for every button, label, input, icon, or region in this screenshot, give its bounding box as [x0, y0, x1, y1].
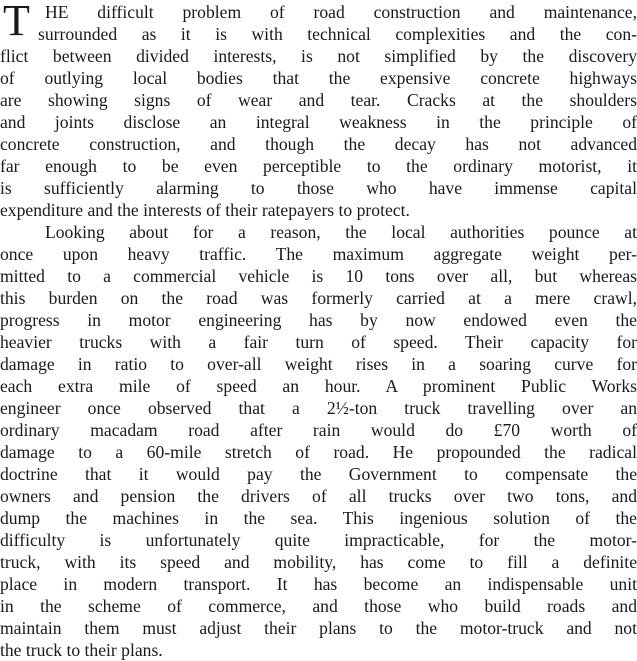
paragraph-1-line-1: HE difficult problem of road construction and maintenance,	[45, 2, 637, 22]
paragraph-2-line-2: once upon heavy traffic. The maximum aggregate weight per-	[0, 244, 637, 264]
drop-cap: T	[3, 0, 30, 45]
paragraph-1-line-8: far enough to be even perceptible to the ordinary motorist, it	[0, 156, 637, 176]
paragraph-1-line-4: of outlying local bodies that the expensive concrete highways	[0, 68, 637, 88]
paragraph-1-line-7: concrete construction, and though the decay has not advanced	[0, 134, 637, 154]
paragraph-2-line-5: progress in motor engineering has by now endowed even the	[0, 310, 637, 330]
paragraph-2-line-4: this burden on the road was formerly carried at a mere crawl,	[0, 288, 637, 308]
paragraph-2-line-9: engineer once observed that a 2½-ton truck travelling over an	[0, 398, 637, 418]
paragraph-2-line-8: each extra mile of speed an hour. A prominent Public Works	[0, 376, 637, 396]
paragraph-2-line-7: damage in ratio to over-all weight rises in a soaring curve for	[0, 354, 637, 374]
paragraph-2-line-19: maintain them must adjust their plans to the motor-truck and not	[0, 618, 637, 638]
paragraph-2-line-13: owners and pension the drivers of all trucks over two tons, and	[0, 486, 637, 506]
paragraph-1-line-2: surrounded as it is with technical complexities and the con-	[38, 24, 637, 44]
paragraph-1-line-6: and joints disclose an integral weakness in the principle of	[0, 112, 637, 132]
paragraph-2-line-1: Looking about for a reason, the local authorities pounce at	[45, 222, 637, 242]
paragraph-2-line-17: place in modern transport. It has become an indispensable unit	[0, 574, 637, 594]
paragraph-2-line-15: difficulty is unfortunately quite impracticable, for the motor-	[0, 530, 637, 550]
paragraph-2-line-14: dump the machines in the sea. This ingenious solution of the	[0, 508, 637, 528]
paragraph-2-line-20: the truck to their plans.	[0, 640, 163, 660]
paragraph-2-line-11: damage to a 60-mile stretch of road. He propounded the radical	[0, 442, 637, 462]
paragraph-2-line-16: truck, with its speed and mobility, has come to fill a definite	[0, 552, 637, 572]
paragraph-2-line-6: heavier trucks with a fair turn of speed. Their capacity for	[0, 332, 637, 352]
paragraph-1-line-3: flict between divided interests, is not simplified by the discovery	[0, 46, 637, 66]
paragraph-1-line-9: is sufficiently alarming to those who have immense capital	[0, 178, 637, 198]
paragraph-2-line-10: ordinary macadam road after rain would do £70 worth of	[0, 420, 637, 440]
paragraph-2-line-12: doctrine that it would pay the Government to compensate the	[0, 464, 637, 484]
paragraph-2-line-18: in the scheme of commerce, and those who build roads and	[0, 596, 637, 616]
paragraph-2-line-3: mitted to a commercial vehicle is 10 tons over all, but whereas	[0, 266, 637, 286]
paragraph-1-line-10: expenditure and the interests of their ratepayers to protect.	[0, 200, 410, 220]
paragraph-1-line-5: are showing signs of wear and tear. Cracks at the shoulders	[0, 90, 637, 110]
